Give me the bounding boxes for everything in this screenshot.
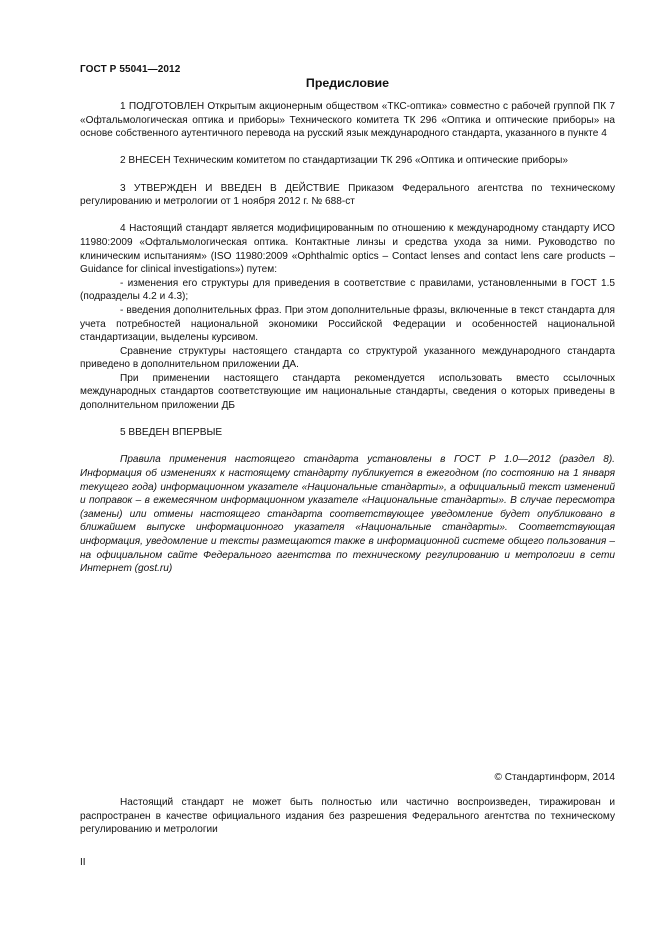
- paragraph-2: 2 ВНЕСЕН Техническим комитетом по стандартизации ТК 296 «Оптика и оптические приборы»: [120, 155, 569, 167]
- page-title: Предисловие: [305, 76, 390, 90]
- foreword-body: [80, 100, 615, 576]
- page-number: II: [80, 857, 86, 868]
- paragraph-4: 4 Настоящий стандарт является модифицированным по отношению к международному стандарту ИСО 11980:2009 «Офтальмологическая оптика. Контактные линзы и средства ухода за ними. Руководство по клиническим испытаниям» (ISO 11980:2009 «Ophthalmic optics – Contact lenses and contact lens care products – Guidance for clinical investigations») путем:: [80, 223, 615, 276]
- paragraph-4-comparison: Сравнение структуры настоящего стандарта со структурой указанного международного стандарта приведено в дополнительном приложении ДА.: [80, 345, 615, 371]
- reproduction-notice: [80, 796, 615, 837]
- paragraph-5: 5 ВВЕДЕН ВПЕРВЫЕ: [120, 427, 223, 439]
- paragraph-4-item-phrases: - введения дополнительных фраз. При этом дополнительные фразы, включенные в текст стандарта для учета потребностей национальной экономики Российской Федерации и особенностей национальной стандартизации, выделены курсивом.: [80, 304, 615, 344]
- paragraph-1: 1 ПОДГОТОВЛЕН Открытым акционерным обществом «ТКС-оптика» совместно с рабочей группой ПК 7 «Офтальмологическая оптика и приборы» Технического комитета ТК 296 «Оптика и оптические приборы» на основе собственного аутентичного перевода на русский язык международного стандарта, указанного в пункте 4: [80, 101, 615, 140]
- paragraph-4-references: При применении настоящего стандарта рекомендуется использовать вместо ссылочных международных стандартов соответствующие им национальные стандарты, сведения о которых приведены в дополнительном приложении ДБ: [80, 372, 615, 412]
- standard-designation: ГОСТ Р 55041—2012: [80, 64, 181, 75]
- copyright-line: © Стандартинформ, 2014: [494, 772, 615, 783]
- paragraph-3: 3 УТВЕРЖДЕН И ВВЕДЕН В ДЕЙСТВИЕ Приказом Федерального агентства по техническому регулированию и метрологии от 1 ноября 2012 г. № 688-ст: [80, 182, 615, 208]
- reproduction-notice-text: Настоящий стандарт не может быть полностью или частично воспроизведен, тиражирован и распространен в качестве официального издания без разрешения Федерального агентства по техническому регулированию и метрологии: [80, 797, 615, 836]
- application-rules: Правила применения настоящего стандарта установлены в ГОСТ Р 1.0—2012 (раздел 8). Информация об изменениях к настоящему стандарту публикуется в ежегодном (по состоянию на 1 января текущего года) информационном указателе «Национальные стандарты», а официальный текст изменений и поправок – в ежемесячном информационном указателе «Национальные стандарты». В случае пересмотра (замены) или отмены настоящего стандарта соответствующее уведомление будет опубликовано в ближайшем выпуске информационного указателя «Национальные стандарты». Соответствующая информация, уведомление и тексты размещаются также в информационной системе общего пользования – на официальном сайте Федерального агентства по техническому регулированию и метрологии в сети Интернет (gost.ru): [80, 454, 615, 575]
- paragraph-4-item-structure: - изменения его структуры для приведения в соответствие с правилами, установленными в ГОСТ 1.5 (подразделы 4.2 и 4.3);: [80, 277, 615, 303]
